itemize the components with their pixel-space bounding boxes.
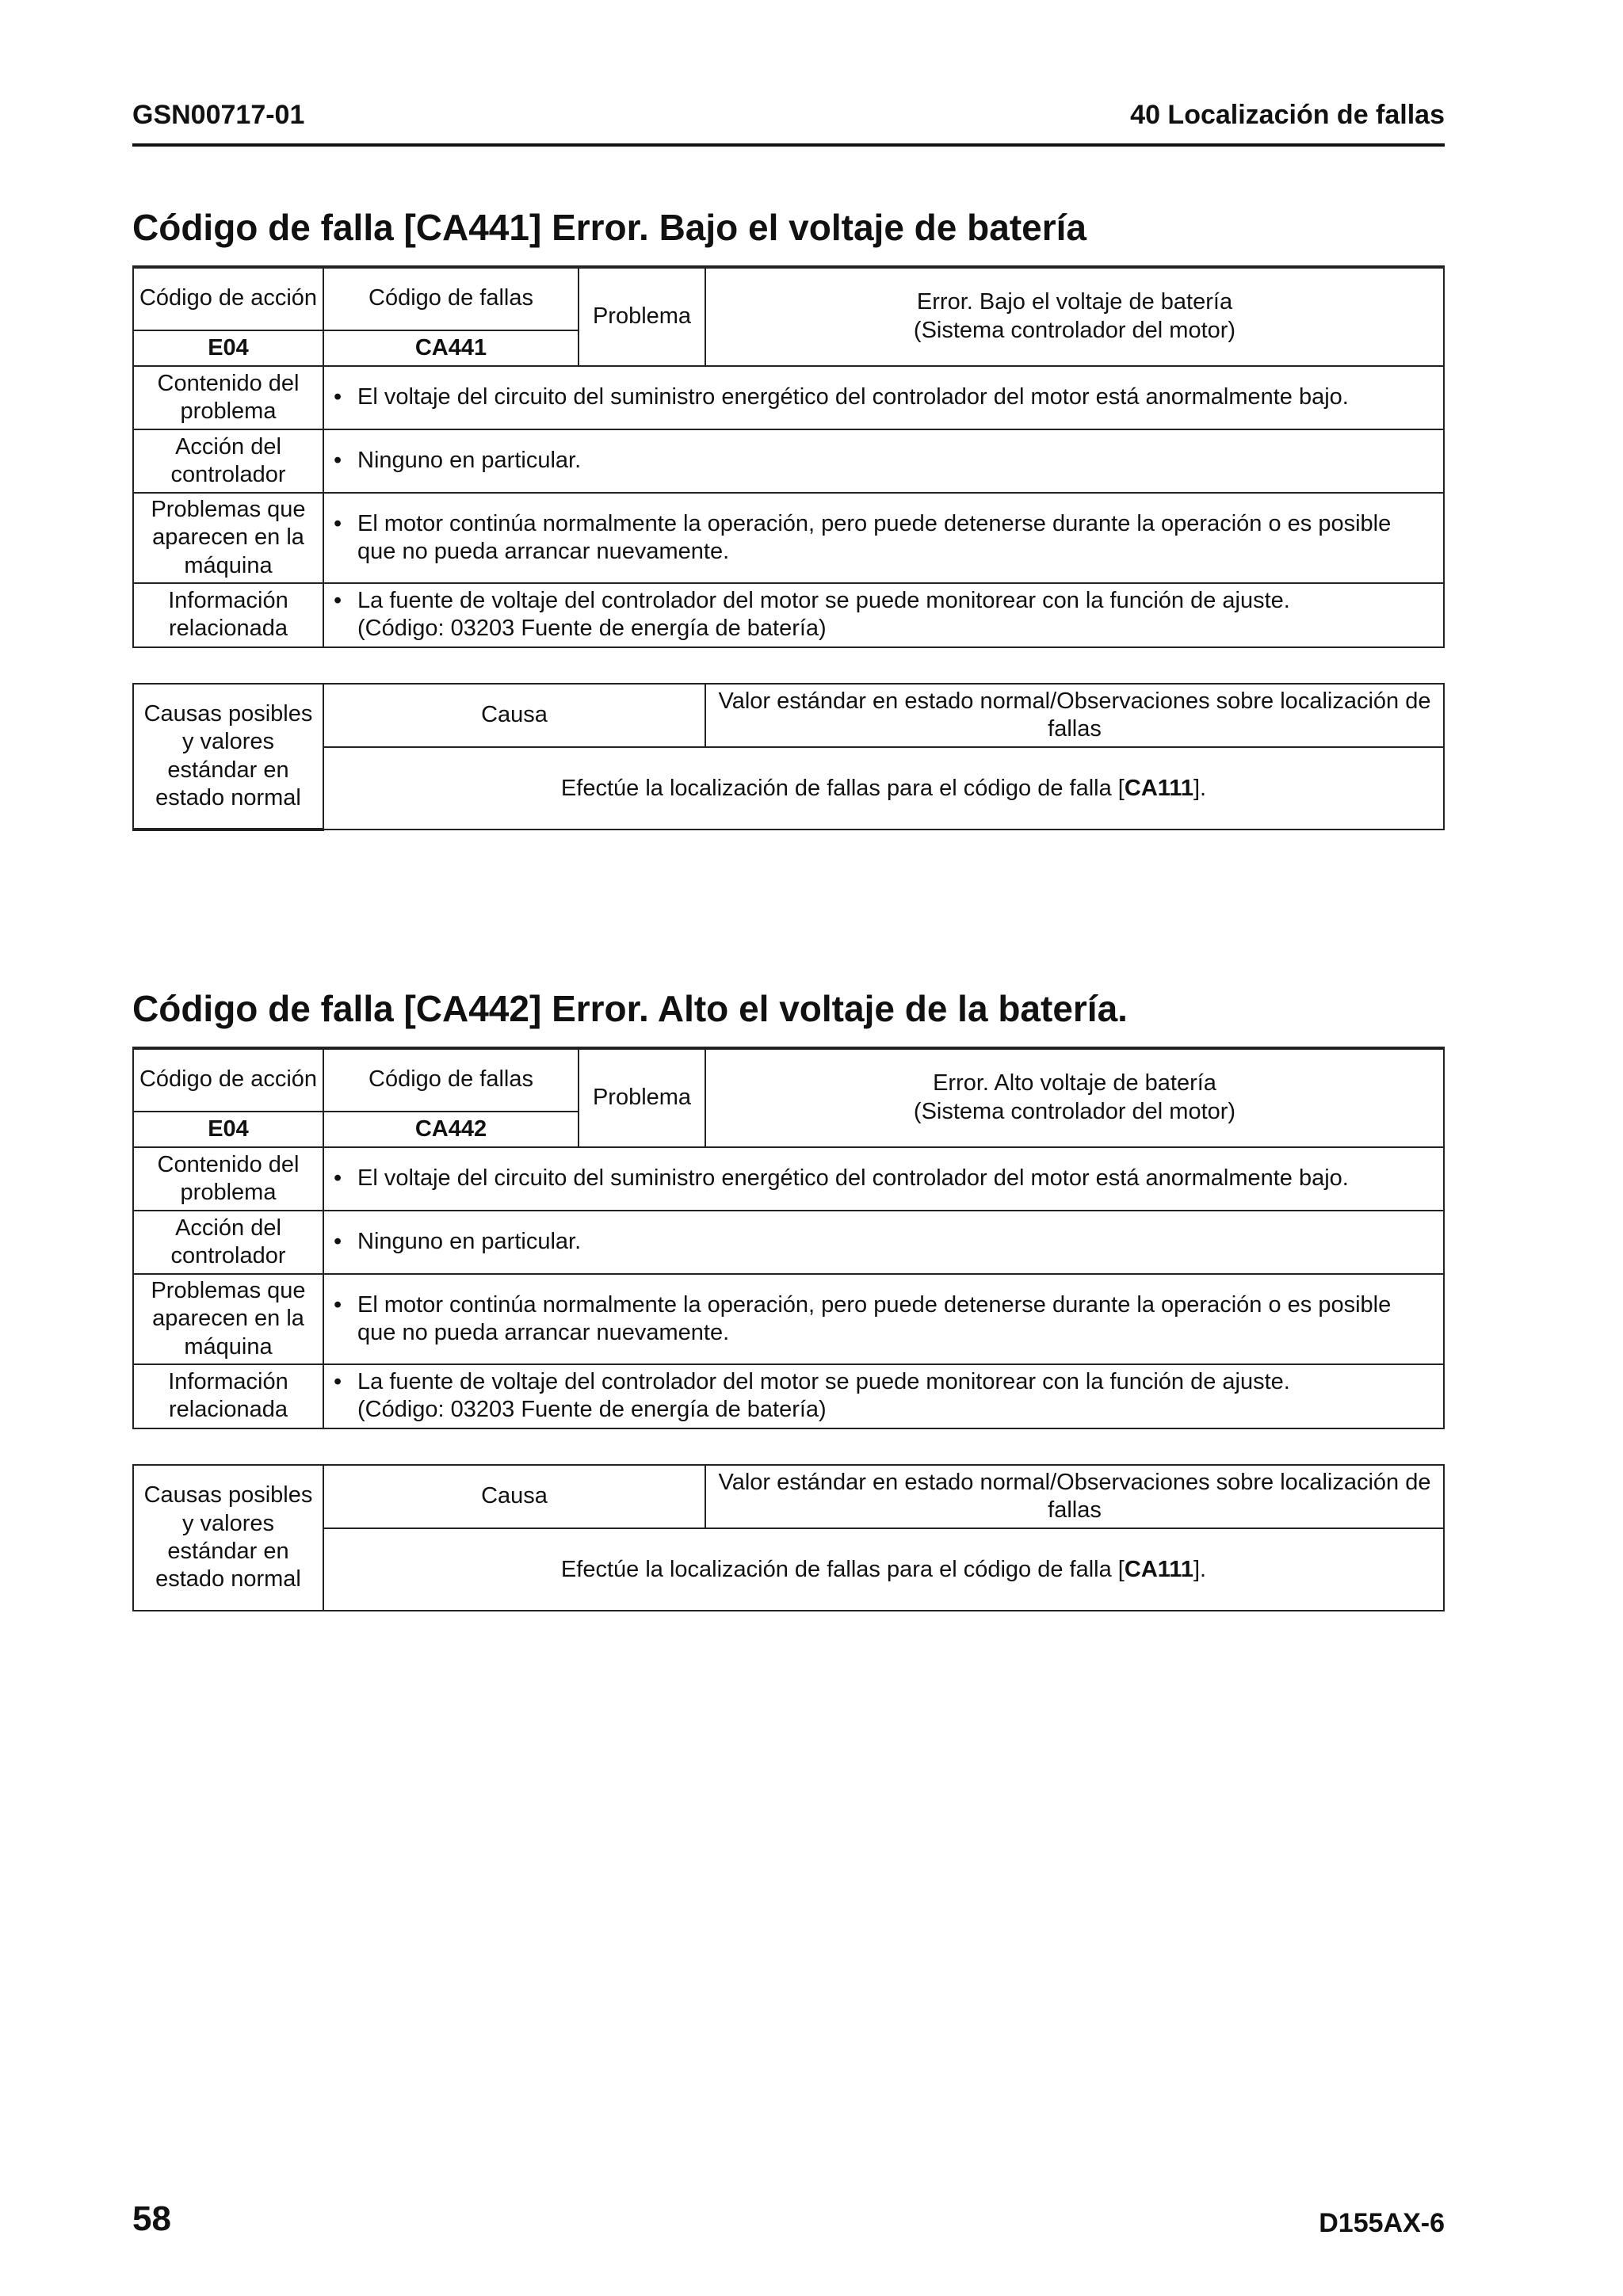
instruction-text: Efectúe la localización de fallas para el código de falla [	[560, 775, 1125, 801]
standard-value-header: Valor estándar en estado normal/Observaciones sobre localización de fallas	[705, 684, 1444, 748]
related-info-line-1: La fuente de voltaje del controlador del motor se puede monitorear con la función de ajuste.	[357, 587, 1290, 613]
problem-description	[705, 267, 1444, 366]
referenced-fault-code: CA111	[1124, 1556, 1193, 1582]
controller-action-text: Ninguno en particular.	[357, 1229, 582, 1255]
controller-action-text: Ninguno en particular.	[357, 448, 582, 474]
problem-description	[705, 1048, 1444, 1147]
action-code-value: E04	[133, 1112, 323, 1147]
instruction-suffix: ].	[1193, 1556, 1207, 1582]
causes-label: Causas posibles y valores estándar en estado normal	[133, 1465, 323, 1611]
content-cell	[323, 366, 1444, 429]
fault-code-value: CA441	[323, 330, 579, 366]
machine-problems-label: Problemas que aparecen en la máquina	[133, 493, 323, 583]
page-number: 58	[132, 2199, 171, 2238]
bullet-icon: •	[334, 384, 342, 410]
machine-problems-label: Problemas que aparecen en la máquina	[133, 1274, 323, 1364]
content-label: Contenido del problema	[133, 1147, 323, 1211]
chapter-title: 40 Localización de fallas	[1130, 100, 1445, 130]
content-cell	[323, 1147, 1444, 1211]
document-code: GSN00717-01	[132, 100, 305, 130]
fault-code-value: CA442	[323, 1112, 579, 1147]
related-info-cell	[323, 583, 1444, 647]
model-code: D155AX-6	[1319, 2208, 1445, 2238]
content-text: El voltaje del circuito del suministro energético del controlador del motor está anormalmente bajo.	[357, 384, 1349, 410]
problem-line-1: Error. Alto voltaje de batería	[933, 1070, 1216, 1097]
machine-problems-text: El motor continúa normalmente la operación, pero puede detenerse durante la operación o es posible que no pueda arrancar nuevamente.	[357, 510, 1392, 564]
action-code-label: Código de acción	[133, 1048, 323, 1112]
troubleshooting-instruction	[323, 747, 1444, 830]
machine-problems-cell	[323, 1274, 1444, 1364]
bullet-icon: •	[334, 1291, 342, 1318]
cause-header: Causa	[323, 684, 705, 748]
fault-info-table	[132, 265, 1445, 648]
causes-table	[132, 683, 1445, 832]
fault-code-label: Código de fallas	[323, 267, 579, 330]
cause-header: Causa	[323, 1465, 705, 1529]
related-info-cell	[323, 1364, 1444, 1428]
bullet-icon: •	[334, 1368, 342, 1394]
controller-action-cell	[323, 429, 1444, 493]
page-header	[132, 100, 1445, 147]
related-info-label: Información relacionada	[133, 583, 323, 647]
action-code-label: Código de acción	[133, 267, 323, 330]
content-text: El voltaje del circuito del suministro energético del controlador del motor está anormalmente bajo.	[357, 1165, 1349, 1192]
problem-line-1: Error. Bajo el voltaje de batería	[916, 289, 1233, 315]
machine-problems-text: El motor continúa normalmente la operación, pero puede detenerse durante la operación o es posible que no pueda arrancar nuevamente.	[357, 1291, 1392, 1345]
related-info-line-2: (Código: 03203 Fuente de energía de batería)	[357, 1397, 827, 1423]
page-footer	[132, 2199, 1445, 2239]
controller-action-label: Acción del controlador	[133, 429, 323, 493]
bullet-icon: •	[334, 448, 342, 474]
machine-problems-cell	[323, 493, 1444, 583]
problem-line-2: (Sistema controlador del motor)	[913, 1098, 1236, 1124]
controller-action-label: Acción del controlador	[133, 1211, 323, 1274]
standard-value-header: Valor estándar en estado normal/Observaciones sobre localización de fallas	[705, 1465, 1444, 1529]
section-title: Código de falla [CA441] Error. Bajo el voltaje de batería	[132, 207, 1086, 248]
related-info-label: Información relacionada	[133, 1364, 323, 1428]
referenced-fault-code: CA111	[1124, 775, 1193, 801]
content-label: Contenido del problema	[133, 366, 323, 429]
fault-info-table	[132, 1047, 1445, 1429]
problem-line-2: (Sistema controlador del motor)	[913, 317, 1236, 343]
instruction-text: Efectúe la localización de fallas para el código de falla [	[560, 1556, 1125, 1582]
fault-section-ca442	[132, 989, 1445, 1611]
problem-label: Problema	[579, 1048, 705, 1147]
troubleshooting-instruction	[323, 1528, 1444, 1611]
fault-section-ca441	[132, 208, 1445, 831]
bullet-icon: •	[334, 510, 342, 536]
action-code-value: E04	[133, 330, 323, 366]
section-title: Código de falla [CA442] Error. Alto el voltaje de la batería.	[132, 988, 1128, 1029]
bullet-icon: •	[334, 587, 342, 613]
instruction-suffix: ].	[1193, 775, 1207, 801]
problem-label: Problema	[579, 267, 705, 366]
bullet-icon: •	[334, 1229, 342, 1255]
bullet-icon: •	[334, 1165, 342, 1192]
causes-table	[132, 1464, 1445, 1612]
causes-label: Causas posibles y valores estándar en estado normal	[133, 684, 323, 830]
related-info-line-1: La fuente de voltaje del controlador del motor se puede monitorear con la función de ajuste.	[357, 1368, 1290, 1394]
fault-code-label: Código de fallas	[323, 1048, 579, 1112]
controller-action-cell	[323, 1211, 1444, 1274]
related-info-line-2: (Código: 03203 Fuente de energía de batería)	[357, 616, 827, 642]
